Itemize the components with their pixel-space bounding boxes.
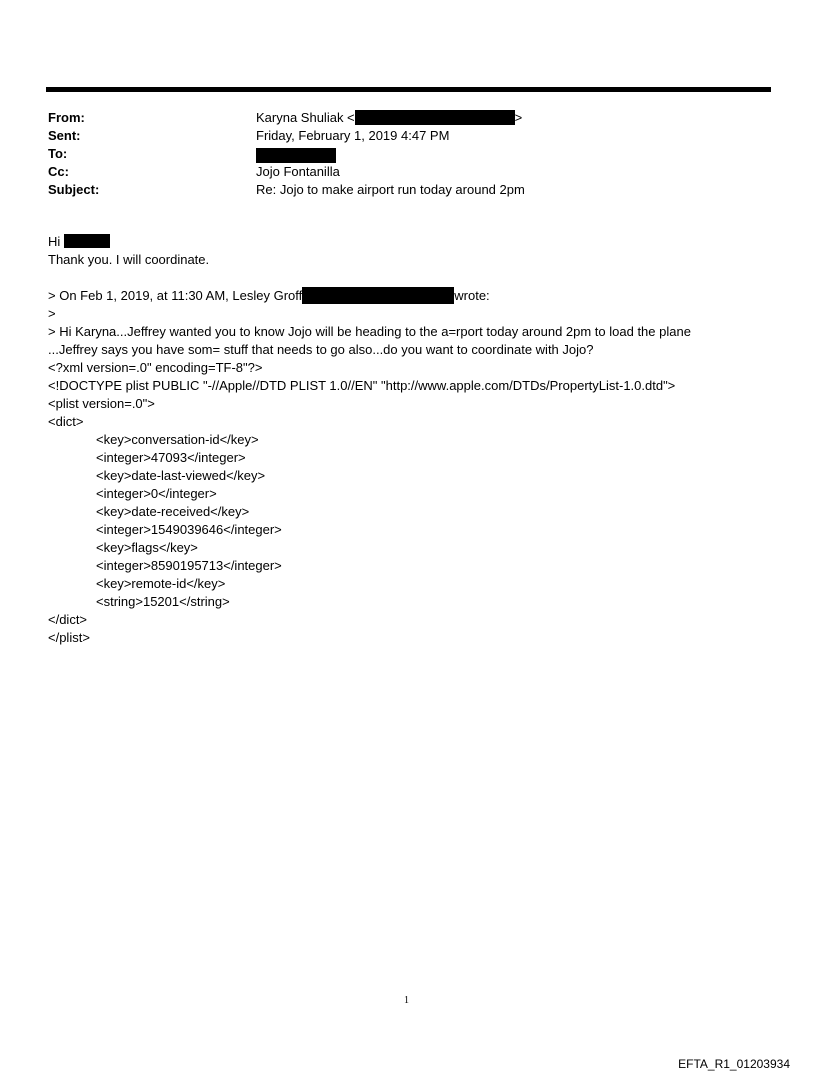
plist-line: <key>flags</key> <box>96 540 198 555</box>
plist-line: <?xml version=.0" encoding=TF-8"?> <box>48 360 263 375</box>
from-name: Karyna Shuliak < <box>256 110 355 125</box>
quote-line: ...Jeffrey says you have som= stuff that needs to go also...do you want to coordinate with Jojo? <box>48 342 594 357</box>
plist-line: <key>remote-id</key> <box>96 576 226 591</box>
to-label: To: <box>48 146 68 161</box>
plist-line: <!DOCTYPE plist PUBLIC "-//Apple//DTD PLIST 1.0//EN" "http://www.apple.com/DTDs/PropertyList-1.0.dtd"> <box>48 378 676 393</box>
plist-line: <integer>0</integer> <box>96 486 217 501</box>
plist-line: <key>date-last-viewed</key> <box>96 468 266 483</box>
quote-line: > Hi Karyna...Jeffrey wanted you to know Jojo will be heading to the a=rport today around 2pm to load the plane <box>48 324 691 339</box>
sent-value: Friday, February 1, 2019 4:47 PM <box>256 128 450 143</box>
plist-line: <string>15201</string> <box>96 594 230 609</box>
cc-label: Cc: <box>48 164 69 179</box>
from-label: From: <box>48 110 85 125</box>
redaction-box <box>302 287 454 304</box>
plist-line: <integer>1549039646</integer> <box>96 522 282 537</box>
from-value <box>256 108 522 127</box>
header-divider <box>46 87 771 92</box>
subject-label: Subject: <box>48 182 100 197</box>
reply-text: Thank you. I will coordinate. <box>48 252 210 267</box>
plist-line: <integer>8590195713</integer> <box>96 558 282 573</box>
greeting-line <box>48 233 110 251</box>
quote-intro-wrote: wrote: <box>454 288 490 303</box>
plist-line: <dict> <box>48 414 84 429</box>
page-number: 1 <box>404 995 409 1006</box>
plist-line: </plist> <box>48 630 90 645</box>
plist-line: <key>date-received</key> <box>96 504 250 519</box>
subject-value: Re: Jojo to make airport run today around 2pm <box>256 182 525 197</box>
plist-line: <key>conversation-id</key> <box>96 432 259 447</box>
document-id: EFTA_R1_01203934 <box>678 1057 790 1071</box>
from-close: > <box>514 110 523 125</box>
to-value <box>256 144 336 163</box>
quote-intro <box>48 287 490 305</box>
quote-blank-line: > <box>48 306 56 321</box>
redaction-box <box>355 110 515 125</box>
plist-line: </dict> <box>48 612 88 627</box>
redaction-box <box>64 234 110 248</box>
plist-line: <plist version=.0"> <box>48 396 155 411</box>
quote-intro-text: > On Feb 1, 2019, at 11:30 AM, Lesley Groff <box>48 288 303 303</box>
redaction-box <box>256 148 336 163</box>
greeting-text: Hi <box>48 234 64 249</box>
sent-label: Sent: <box>48 128 81 143</box>
plist-line: <integer>47093</integer> <box>96 450 246 465</box>
cc-value: Jojo Fontanilla <box>256 164 340 179</box>
